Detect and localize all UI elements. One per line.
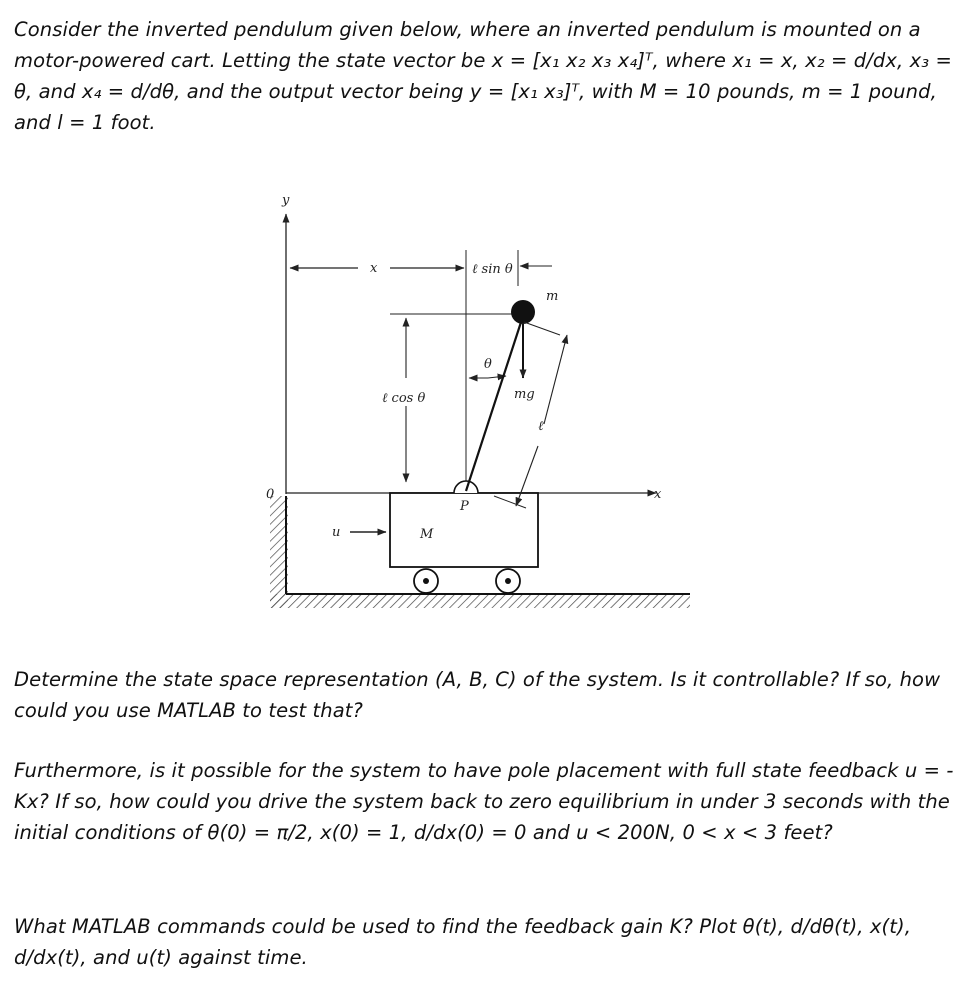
x-dimension	[290, 261, 464, 276]
problem-statement: Consider the inverted pendulum given below, where an inverted pendulum is mounted on a motor-powered cart. Letting the state vector be x = [x₁ x₂ x₃ x₄]ᵀ, where x₁ = x, x₂ = d/dx, x₃ = θ, and x₄ = d/dθ, and the output vector being y = [x₁ x₃]ᵀ, with M = 10 pounds, m = 1 pound, and l = 1 foot.	[14, 18, 952, 134]
svg-text:θ: θ	[484, 357, 492, 372]
cart	[390, 481, 538, 593]
pivot-label: P	[460, 499, 469, 514]
svg-text:ℓ: ℓ	[538, 419, 544, 434]
question-matlab-gain: What MATLAB commands could be used to find the feedback gain K? Plot θ(t), d/dθ(t), x(t), d/dx(t), and u(t) against time.	[14, 915, 911, 969]
l-cos-theta-dimension	[382, 314, 514, 482]
svg-text:x: x	[370, 261, 378, 276]
question-pole-placement: Furthermore, is it possible for the system to have pole placement with full state feedback u = -Kx? If so, how could you drive the system back to zero equilibrium in under 3 seconds with the initial conditions of θ(0) = π/2, x(0) = 1, d/dx(0) = 0 and u < 200N, 0 < x < 3 feet?	[14, 759, 954, 844]
pendulum-bob	[511, 300, 535, 324]
svg-text:u: u	[332, 525, 341, 540]
question-state-space: Determine the state space representation (A, B, C) of the system. Is it controllable? If so, how could you use MATLAB to test that?	[14, 668, 941, 722]
inverted-pendulum-diagram	[258, 188, 698, 638]
svg-text:ℓ cos θ: ℓ cos θ	[382, 391, 426, 406]
length-dimension	[494, 322, 567, 508]
x-axis-label: x	[654, 487, 662, 502]
theta-arc	[469, 357, 506, 378]
y-axis-label: y	[282, 193, 290, 208]
origin-label: 0	[266, 487, 275, 502]
force-u	[332, 525, 386, 540]
svg-text:M: M	[420, 527, 434, 542]
mass-label: m	[546, 289, 559, 304]
svg-text:mg: mg	[514, 387, 535, 402]
svg-text:ℓ sin θ: ℓ sin θ	[472, 262, 513, 277]
pendulum-rod	[466, 316, 523, 491]
